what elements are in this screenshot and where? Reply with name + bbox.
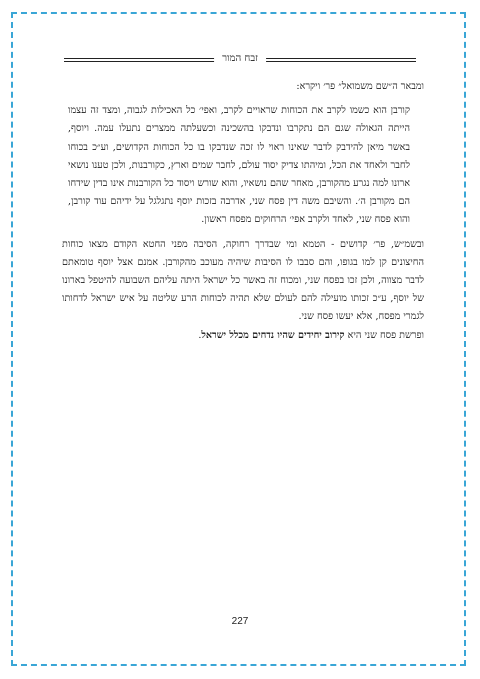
running-header bbox=[64, 52, 416, 66]
page-number: 227 bbox=[231, 616, 249, 627]
closing-suffix: . bbox=[198, 329, 202, 341]
closing-prefix: ופרשת פסח שני היא bbox=[344, 329, 424, 341]
intro-line: ומבאר ה״שם משמואל״ פר׳ ויקרא: bbox=[296, 81, 424, 92]
body-paragraph: ובשמ״ש, פר׳ קדושים - הטמא ומי שבדרך רחוקה, הסיבה מפני החטא הקודם מצאו כוחות החיצונים קן למו בגופו, והם סבבו לו הסיבות שיהיה מעוכב מהקורבן. אמנם אצל יוסף טומאתם לדבר מצווה, ולכן זכו בפסח שני, ומכוח זה באשר כל ישראל היתה עליהם השבועה להיטפל בארונו של יוסף, ע״כ זכותו מועילה להם לעולם שלא תהיה לכוחות הרע שליטה על איש ישראל לדחותו לגמרי מפסח, אלא יעשו פסח שני. bbox=[62, 238, 424, 323]
header-title: זבח המור bbox=[214, 52, 266, 66]
page-body bbox=[62, 78, 424, 345]
closing-emphasis: קירוב יחידים שהיו נדחים מכלל ישראל bbox=[201, 329, 345, 341]
closing-line bbox=[62, 327, 424, 345]
quoted-passage: קורבן הוא כשמו לקרב את הכוחות שראויים לקרב, ואפי׳ כל האכילות לגבוה, ומצד זה עצמו הייתה הגאולה שגם הם נתקרבו ונדבקו בהשכינה וכשעלתה ממצרים נתעלו עמה. ויוסף, באשר מיאן להידבק לדבר שאינו ראוי לו זכה שנדבקו בו כל הכוחות הקדושים, וע״כ בכוחו לחבר ולאחד את הכל, ומיהתו צדיק יסוד עולם, לחבר שמים וארץ, כקורבנות, ולכן טענו נושאי ארונו למה נגרע מהקורבן, מאחר שהם נושאיו, והוא שורש ויסוד כל הקורבנות אינו בדין שידחו הם מקורבן ה׳. והשיבם משה דין פסח שני, אדרבה בזכות יוסף נתגלגל על ידיהם עוד קורבן, והוא פסח שני, לאחד ולקרב אפי׳ הרחוקים מפסח ראשון. bbox=[68, 105, 410, 226]
